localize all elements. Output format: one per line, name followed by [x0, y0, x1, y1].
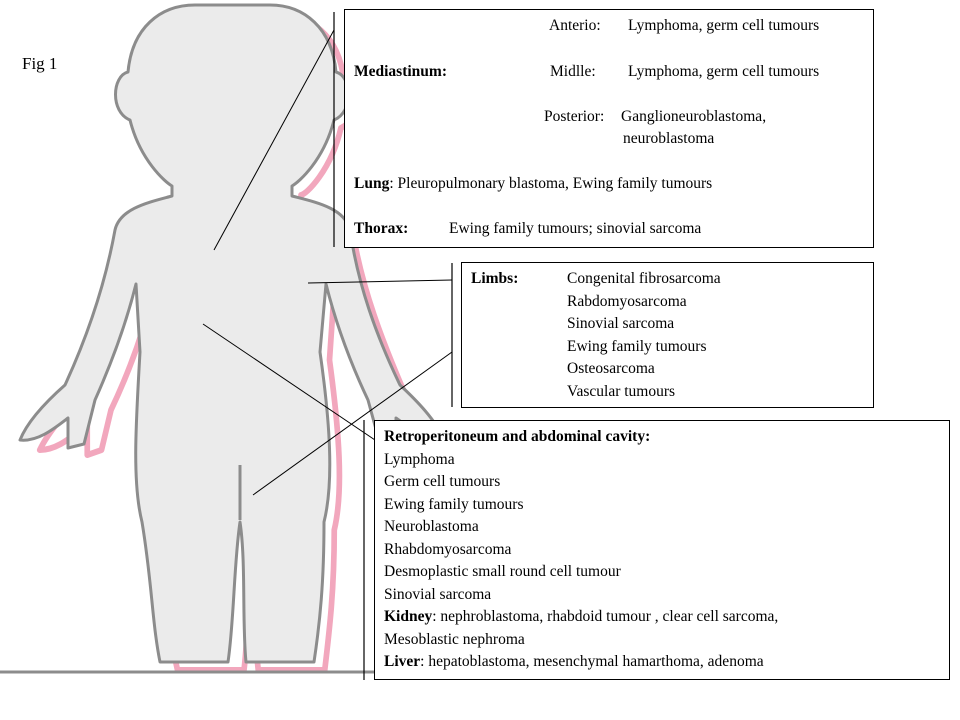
posterior-text-2: neuroblastoma: [623, 130, 715, 147]
list-item: Ewing family tumours: [384, 495, 524, 513]
kidney-text-2: Mesoblastic nephroma: [384, 630, 525, 648]
list-item: Lymphoma: [384, 450, 455, 468]
middle-label: Midlle:: [550, 63, 596, 80]
list-item: Vascular tumours: [567, 382, 676, 400]
mediastinum-title: Mediastinum:: [354, 63, 447, 80]
list-item: Sinovial sarcoma: [567, 315, 675, 332]
list-item: Rhabdomyosarcoma: [384, 540, 512, 558]
middle-text: Lymphoma, germ cell tumours: [628, 63, 820, 80]
liver-label: Liver: [384, 653, 421, 670]
list-item: Neuroblastoma: [384, 518, 479, 535]
limbs-title: Limbs:: [471, 270, 519, 287]
lung-text: : Pleuropulmonary blastoma, Ewing family tumours: [389, 175, 713, 192]
kidney-text: : nephroblastoma, rhabdoid tumour , clear cell sarcoma,: [432, 608, 779, 625]
abdomen-box: [374, 420, 950, 680]
kidney-row: [384, 606, 778, 629]
thorax-label: Thorax:: [354, 220, 409, 237]
posterior-label: Posterior:: [544, 108, 605, 125]
anterior-text: Lymphoma, germ cell tumours: [628, 17, 820, 34]
mediastinum-box: [344, 9, 874, 248]
list-item: Germ cell tumours: [384, 473, 501, 490]
abdomen-list: [384, 426, 778, 674]
list-item: Sinovial sarcoma: [384, 585, 492, 603]
list-item: Ewing family tumours: [567, 337, 707, 355]
list-item: Desmoplastic small round cell tumour: [384, 563, 621, 580]
lung-row: [354, 173, 712, 196]
anterior-label: Anterio:: [549, 17, 601, 34]
abdomen-title: Retroperitoneum and abdominal cavity:: [384, 428, 651, 445]
figure-label: Fig 1: [22, 54, 58, 73]
liver-text: : hepatoblastoma, mesenchymal hamarthoma, adenoma: [420, 653, 764, 670]
limbs-list: [567, 268, 721, 403]
list-item: Rabdomyosarcoma: [567, 292, 687, 310]
list-item: Osteosarcoma: [567, 360, 655, 377]
lung-label: Lung: [354, 175, 390, 192]
limbs-box: [461, 262, 874, 408]
kidney-label: Kidney: [384, 608, 433, 625]
posterior-text-1: Ganglioneuroblastoma,: [621, 108, 767, 125]
thorax-text: Ewing family tumours; sinovial sarcoma: [449, 220, 702, 237]
liver-row: [384, 651, 778, 674]
list-item: Congenital fibrosarcoma: [567, 270, 721, 287]
